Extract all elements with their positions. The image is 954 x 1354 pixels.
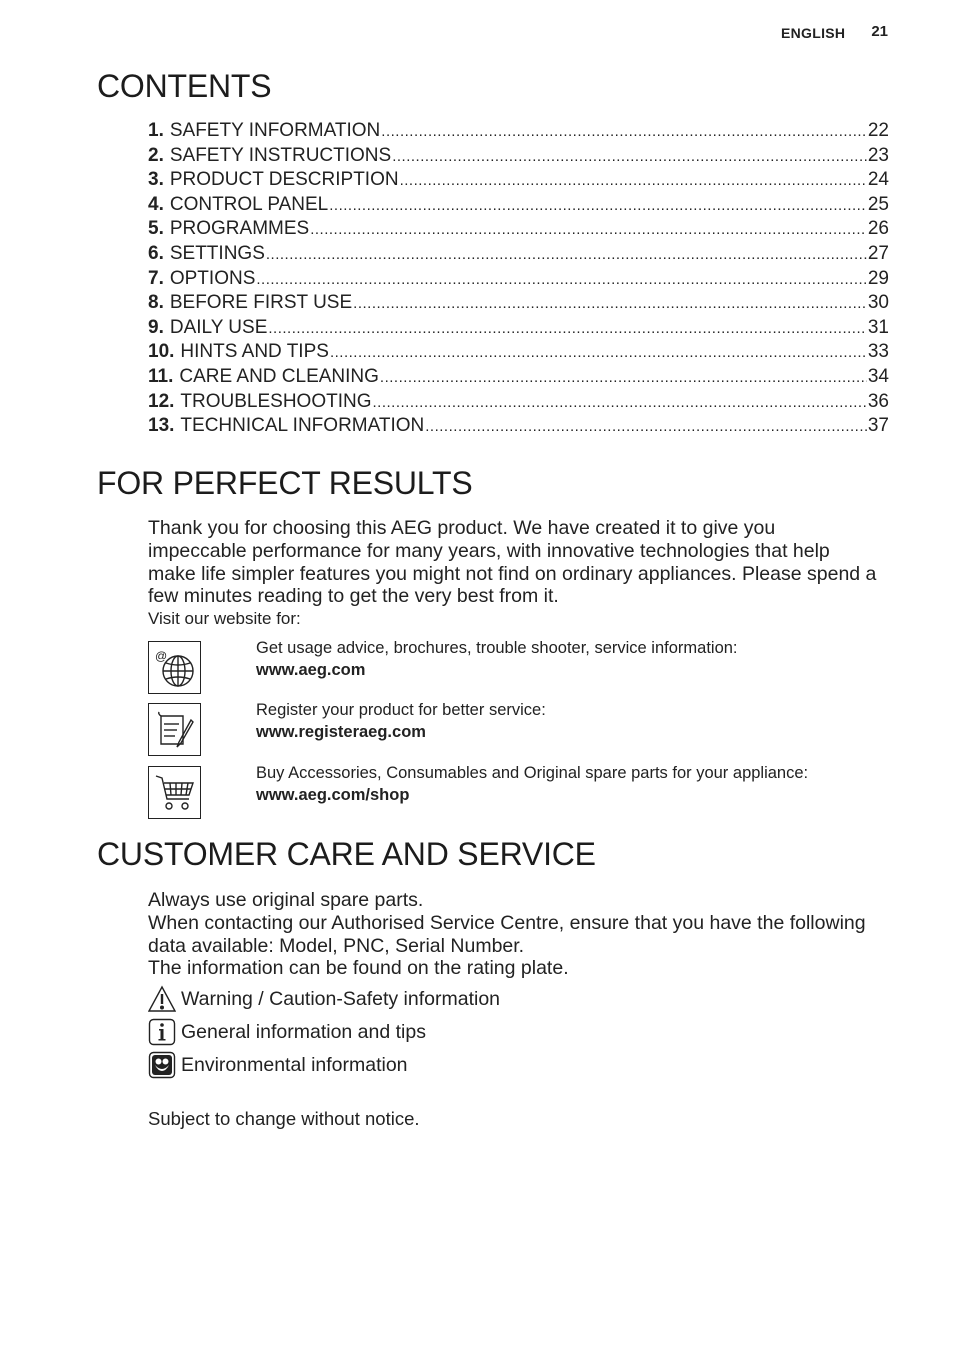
- website-link-text: [256, 699, 546, 756]
- toc-leader: [256, 267, 866, 292]
- website-link-row: [148, 703, 868, 756]
- table-of-contents: [148, 119, 889, 439]
- toc-item[interactable]: [148, 168, 889, 193]
- toc-page: 34: [867, 365, 889, 387]
- toc-number: 9.: [148, 316, 164, 338]
- website-link-row: [148, 641, 868, 694]
- toc-page: 24: [867, 169, 889, 191]
- toc-item[interactable]: [148, 144, 889, 169]
- website-url-link[interactable]: www.aeg.com/shop: [256, 786, 410, 804]
- care-line: Always use original spare parts.: [148, 889, 424, 911]
- toc-leader: [392, 144, 867, 169]
- toc-title: TECHNICAL INFORMATION: [180, 415, 425, 437]
- toc-item[interactable]: [148, 119, 889, 144]
- website-link-text: [256, 762, 808, 819]
- toc-page: 37: [867, 415, 889, 437]
- toc-title: DAILY USE: [169, 316, 268, 338]
- website-url-link[interactable]: www.registeraeg.com: [256, 723, 426, 741]
- svg-text:@: @: [154, 648, 167, 663]
- legend-text: Environmental information: [181, 1053, 408, 1076]
- toc-page: 26: [867, 218, 889, 240]
- toc-leader: [353, 291, 867, 316]
- toc-leader: [400, 168, 867, 193]
- toc-page: 29: [867, 267, 889, 289]
- globe-icon: [148, 641, 201, 694]
- intro-paragraph: Thank you for choosing this AEG product. We have created it to give you impeccable performance for many years, with innovative technologies that help make life simpler features you might not find on ordinary appliances. Please spend a few minutes reading to get the very best from it.: [148, 517, 877, 608]
- toc-number: 12.: [148, 390, 175, 412]
- website-link-text: [256, 637, 738, 694]
- toc-title: PRODUCT DESCRIPTION: [169, 169, 399, 191]
- legend-text: Warning / Caution-Safety information: [181, 987, 501, 1010]
- legend-environment: [148, 1051, 408, 1079]
- toc-item[interactable]: [148, 390, 889, 415]
- toc-number: 2.: [148, 144, 164, 166]
- toc-leader: [310, 217, 867, 242]
- toc-leader: [330, 340, 867, 365]
- change-notice: Subject to change without notice.: [148, 1108, 420, 1129]
- visit-label: Visit our website for:: [148, 609, 301, 628]
- toc-item[interactable]: [148, 217, 889, 242]
- toc-page: 31: [867, 316, 889, 338]
- toc-title: SETTINGS: [169, 242, 265, 264]
- toc-page: 22: [867, 120, 889, 141]
- toc-leader: [329, 193, 867, 218]
- toc-number: 10.: [148, 341, 175, 363]
- website-description: Get usage advice, brochures, trouble shooter, service information:: [256, 639, 738, 657]
- legend-text: General information and tips: [181, 1020, 426, 1043]
- page-header: [781, 23, 888, 41]
- contents-title: CONTENTS: [97, 68, 272, 104]
- website-url-link[interactable]: www.aeg.com: [256, 661, 366, 679]
- toc-title: TROUBLESHOOTING: [180, 390, 372, 412]
- legend-warning: [148, 985, 500, 1013]
- language-label: ENGLISH: [780, 25, 846, 41]
- toc-item[interactable]: [148, 193, 889, 218]
- customer-care-text: [148, 889, 868, 980]
- toc-number: 7.: [148, 267, 164, 289]
- toc-title: OPTIONS: [169, 267, 256, 289]
- toc-page: 36: [867, 390, 889, 412]
- register-icon: [148, 703, 201, 756]
- toc-leader: [381, 119, 867, 144]
- shopping-cart-icon: [148, 766, 201, 819]
- toc-title: HINTS AND TIPS: [180, 341, 329, 363]
- toc-title: BEFORE FIRST USE: [169, 292, 353, 314]
- toc-item[interactable]: [148, 414, 889, 439]
- page-number: 21: [871, 23, 888, 40]
- toc-title: SAFETY INFORMATION: [169, 120, 381, 141]
- toc-number: 5.: [148, 218, 164, 240]
- care-line: The information can be found on the rating plate.: [148, 957, 569, 980]
- toc-item[interactable]: [148, 242, 889, 267]
- customer-care-title: CUSTOMER CARE AND SERVICE: [97, 836, 596, 872]
- toc-number: 11.: [148, 365, 174, 387]
- toc-leader: [266, 242, 867, 267]
- toc-item[interactable]: [148, 316, 889, 341]
- toc-page: 23: [867, 144, 889, 166]
- website-link-row: [148, 766, 868, 819]
- toc-leader: [380, 365, 867, 390]
- info-icon: [148, 1018, 176, 1046]
- toc-leader: [425, 414, 867, 439]
- toc-page: 25: [867, 193, 889, 215]
- toc-number: 8.: [148, 292, 164, 314]
- toc-number: 1.: [148, 120, 164, 141]
- toc-item[interactable]: [148, 340, 889, 365]
- toc-page: 33: [867, 341, 889, 363]
- toc-number: 3.: [148, 169, 164, 191]
- toc-leader: [373, 390, 867, 415]
- toc-title: SAFETY INSTRUCTIONS: [169, 144, 392, 166]
- toc-title: PROGRAMMES: [169, 218, 310, 240]
- toc-page: 27: [867, 242, 889, 264]
- website-description: Register your product for better service:: [256, 701, 546, 719]
- toc-number: 13.: [148, 415, 175, 437]
- care-line: When contacting our Authorised Service Centre, ensure that you have the following data available: Model, PNC, Serial Number.: [148, 911, 866, 957]
- toc-title: CARE AND CLEANING: [179, 365, 379, 387]
- legend-info: [148, 1018, 426, 1046]
- environment-icon: [148, 1051, 176, 1079]
- toc-number: 4.: [148, 193, 164, 215]
- toc-leader: [268, 316, 866, 341]
- warning-icon: [148, 985, 176, 1013]
- perfect-results-title: FOR PERFECT RESULTS: [97, 465, 473, 501]
- toc-item[interactable]: [148, 365, 889, 390]
- toc-page: 30: [867, 292, 889, 314]
- toc-number: 6.: [148, 242, 164, 264]
- toc-item[interactable]: [148, 291, 889, 316]
- toc-item[interactable]: [148, 267, 889, 292]
- toc-title: CONTROL PANEL: [169, 193, 329, 215]
- website-description: Buy Accessories, Consumables and Original spare parts for your appliance:: [256, 764, 809, 782]
